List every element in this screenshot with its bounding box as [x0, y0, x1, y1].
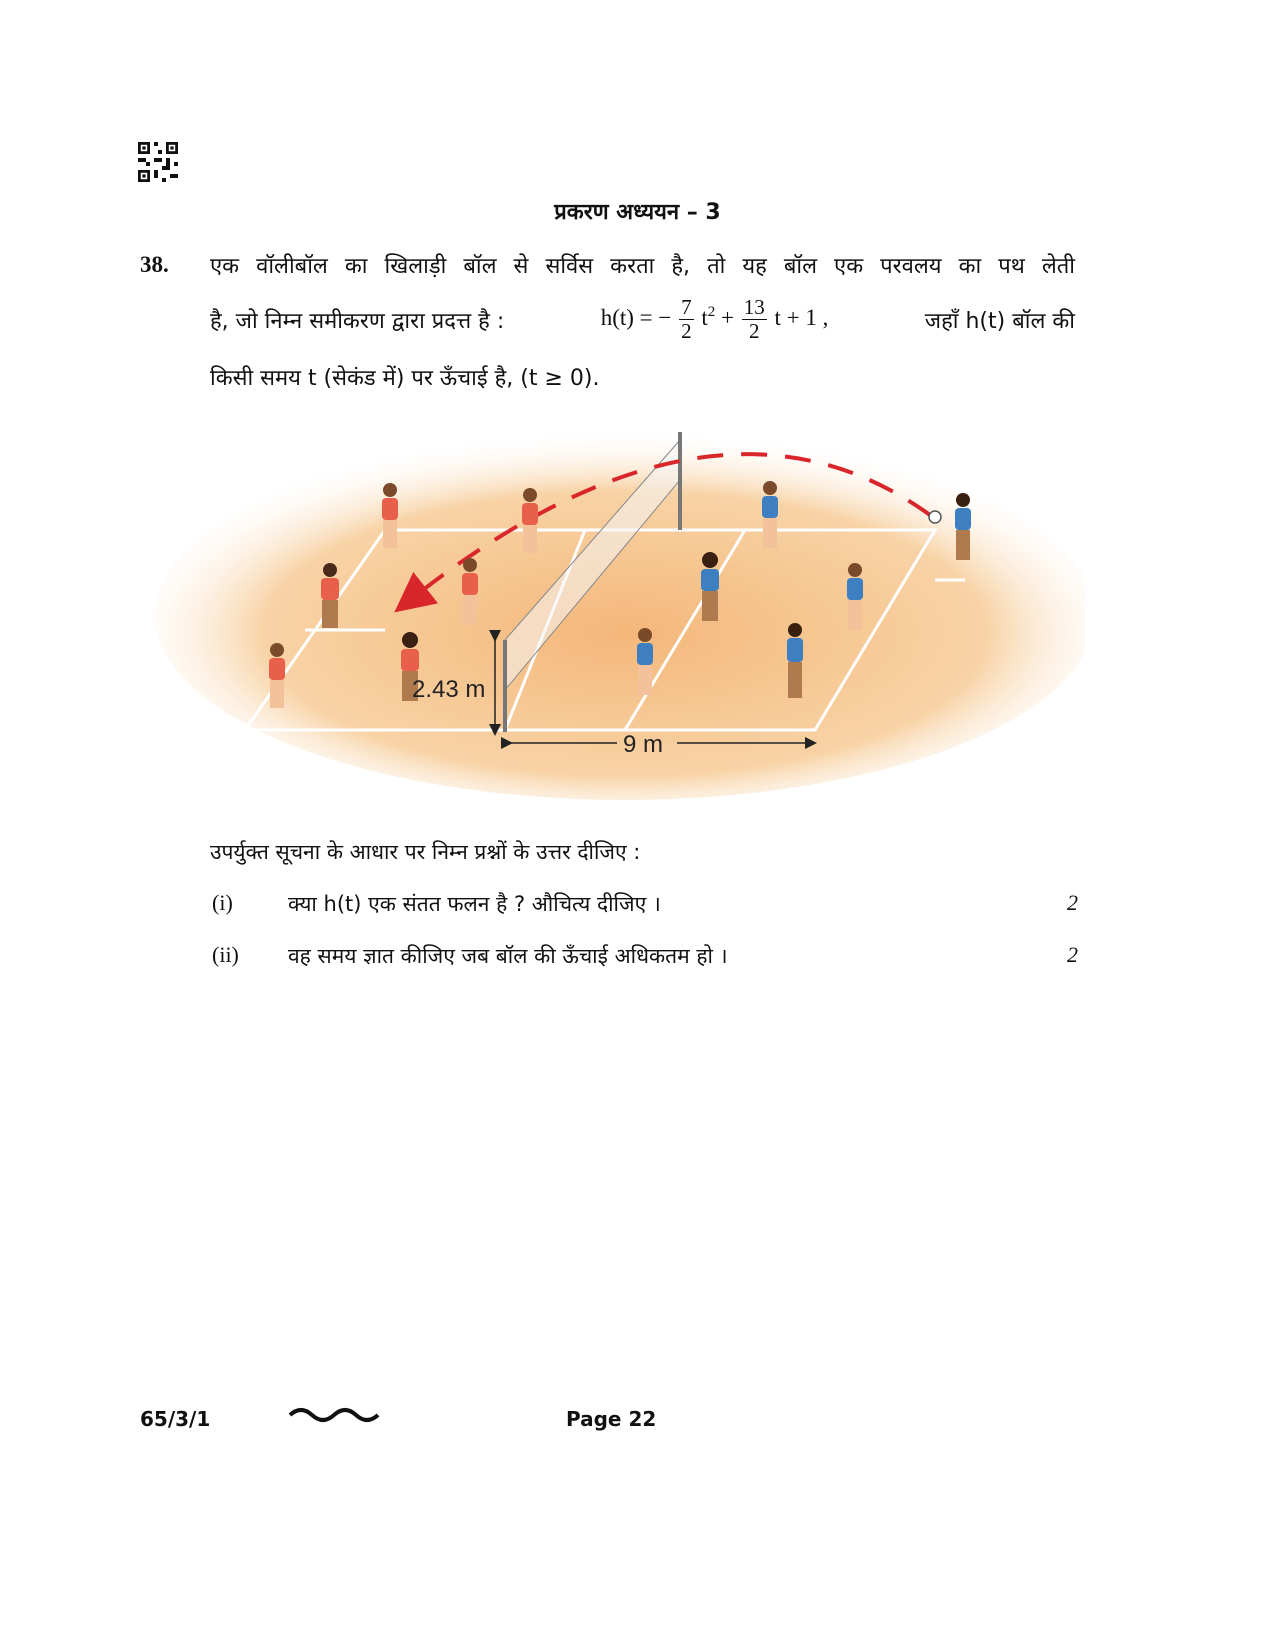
equation-exponent: 2	[707, 304, 716, 321]
section-title: प्रकरण अध्ययन – 3	[554, 200, 721, 225]
fraction-denominator: 2	[748, 319, 760, 344]
subquestion-label: (i)	[212, 890, 233, 915]
line2-prefix: है, जो निम्न समीकरण द्वारा प्रदत्त है :	[210, 308, 505, 334]
equation-plus: +	[720, 304, 734, 330]
volleyball-court-figure	[155, 400, 1085, 800]
equation-t: t	[701, 304, 708, 330]
fraction-numerator: 7	[681, 295, 692, 319]
qr-code-icon	[138, 142, 178, 182]
question-line-2	[210, 296, 1075, 343]
subquestion-text: क्या h(t) एक संतत फलन है ? औचित्य दीजिए ।	[288, 892, 661, 916]
equation	[601, 296, 829, 343]
court-length-label: 9 m	[623, 731, 664, 758]
paper-code: 65/3/1	[140, 1407, 211, 1431]
page-number: Page 22	[566, 1407, 657, 1431]
fraction-7-2	[679, 296, 694, 343]
subquestion-label: (ii)	[212, 942, 239, 967]
court-background	[155, 430, 1085, 800]
subquestion-text: वह समय ज्ञात कीजिए जब बॉल की ऊँचाई अधिकतम हो ।	[288, 944, 728, 968]
fraction-numerator: 13	[743, 295, 765, 319]
volleyball	[929, 511, 941, 523]
fraction-13-2	[742, 296, 767, 343]
subquestion-marks: 2	[1067, 942, 1078, 967]
fraction-denominator: 2	[681, 319, 692, 344]
question-line-3: किसी समय t (सेकंड में) पर ऊँचाई है, (t ≥ 0).	[210, 366, 600, 391]
question-number: 38.	[140, 252, 169, 277]
subquestion-marks: 2	[1067, 890, 1078, 915]
equation-lhs: h(t) = −	[600, 304, 672, 330]
line2-suffix: जहाँ h(t) बॉल की	[924, 308, 1075, 334]
tilde-ornament-icon	[288, 1398, 383, 1428]
net-height-label: 2.43 m	[412, 676, 486, 703]
instruction-text: उपर्युक्त सूचना के आधार पर निम्न प्रश्नों के उत्तर दीजिए :	[210, 840, 641, 864]
question-line-1: एक वॉलीबॉल का खिलाड़ी बॉल से सर्विस करता है, तो यह बॉल एक परवलय का पथ लेती	[210, 254, 1075, 279]
equation-tail: t + 1 ,	[774, 304, 829, 330]
